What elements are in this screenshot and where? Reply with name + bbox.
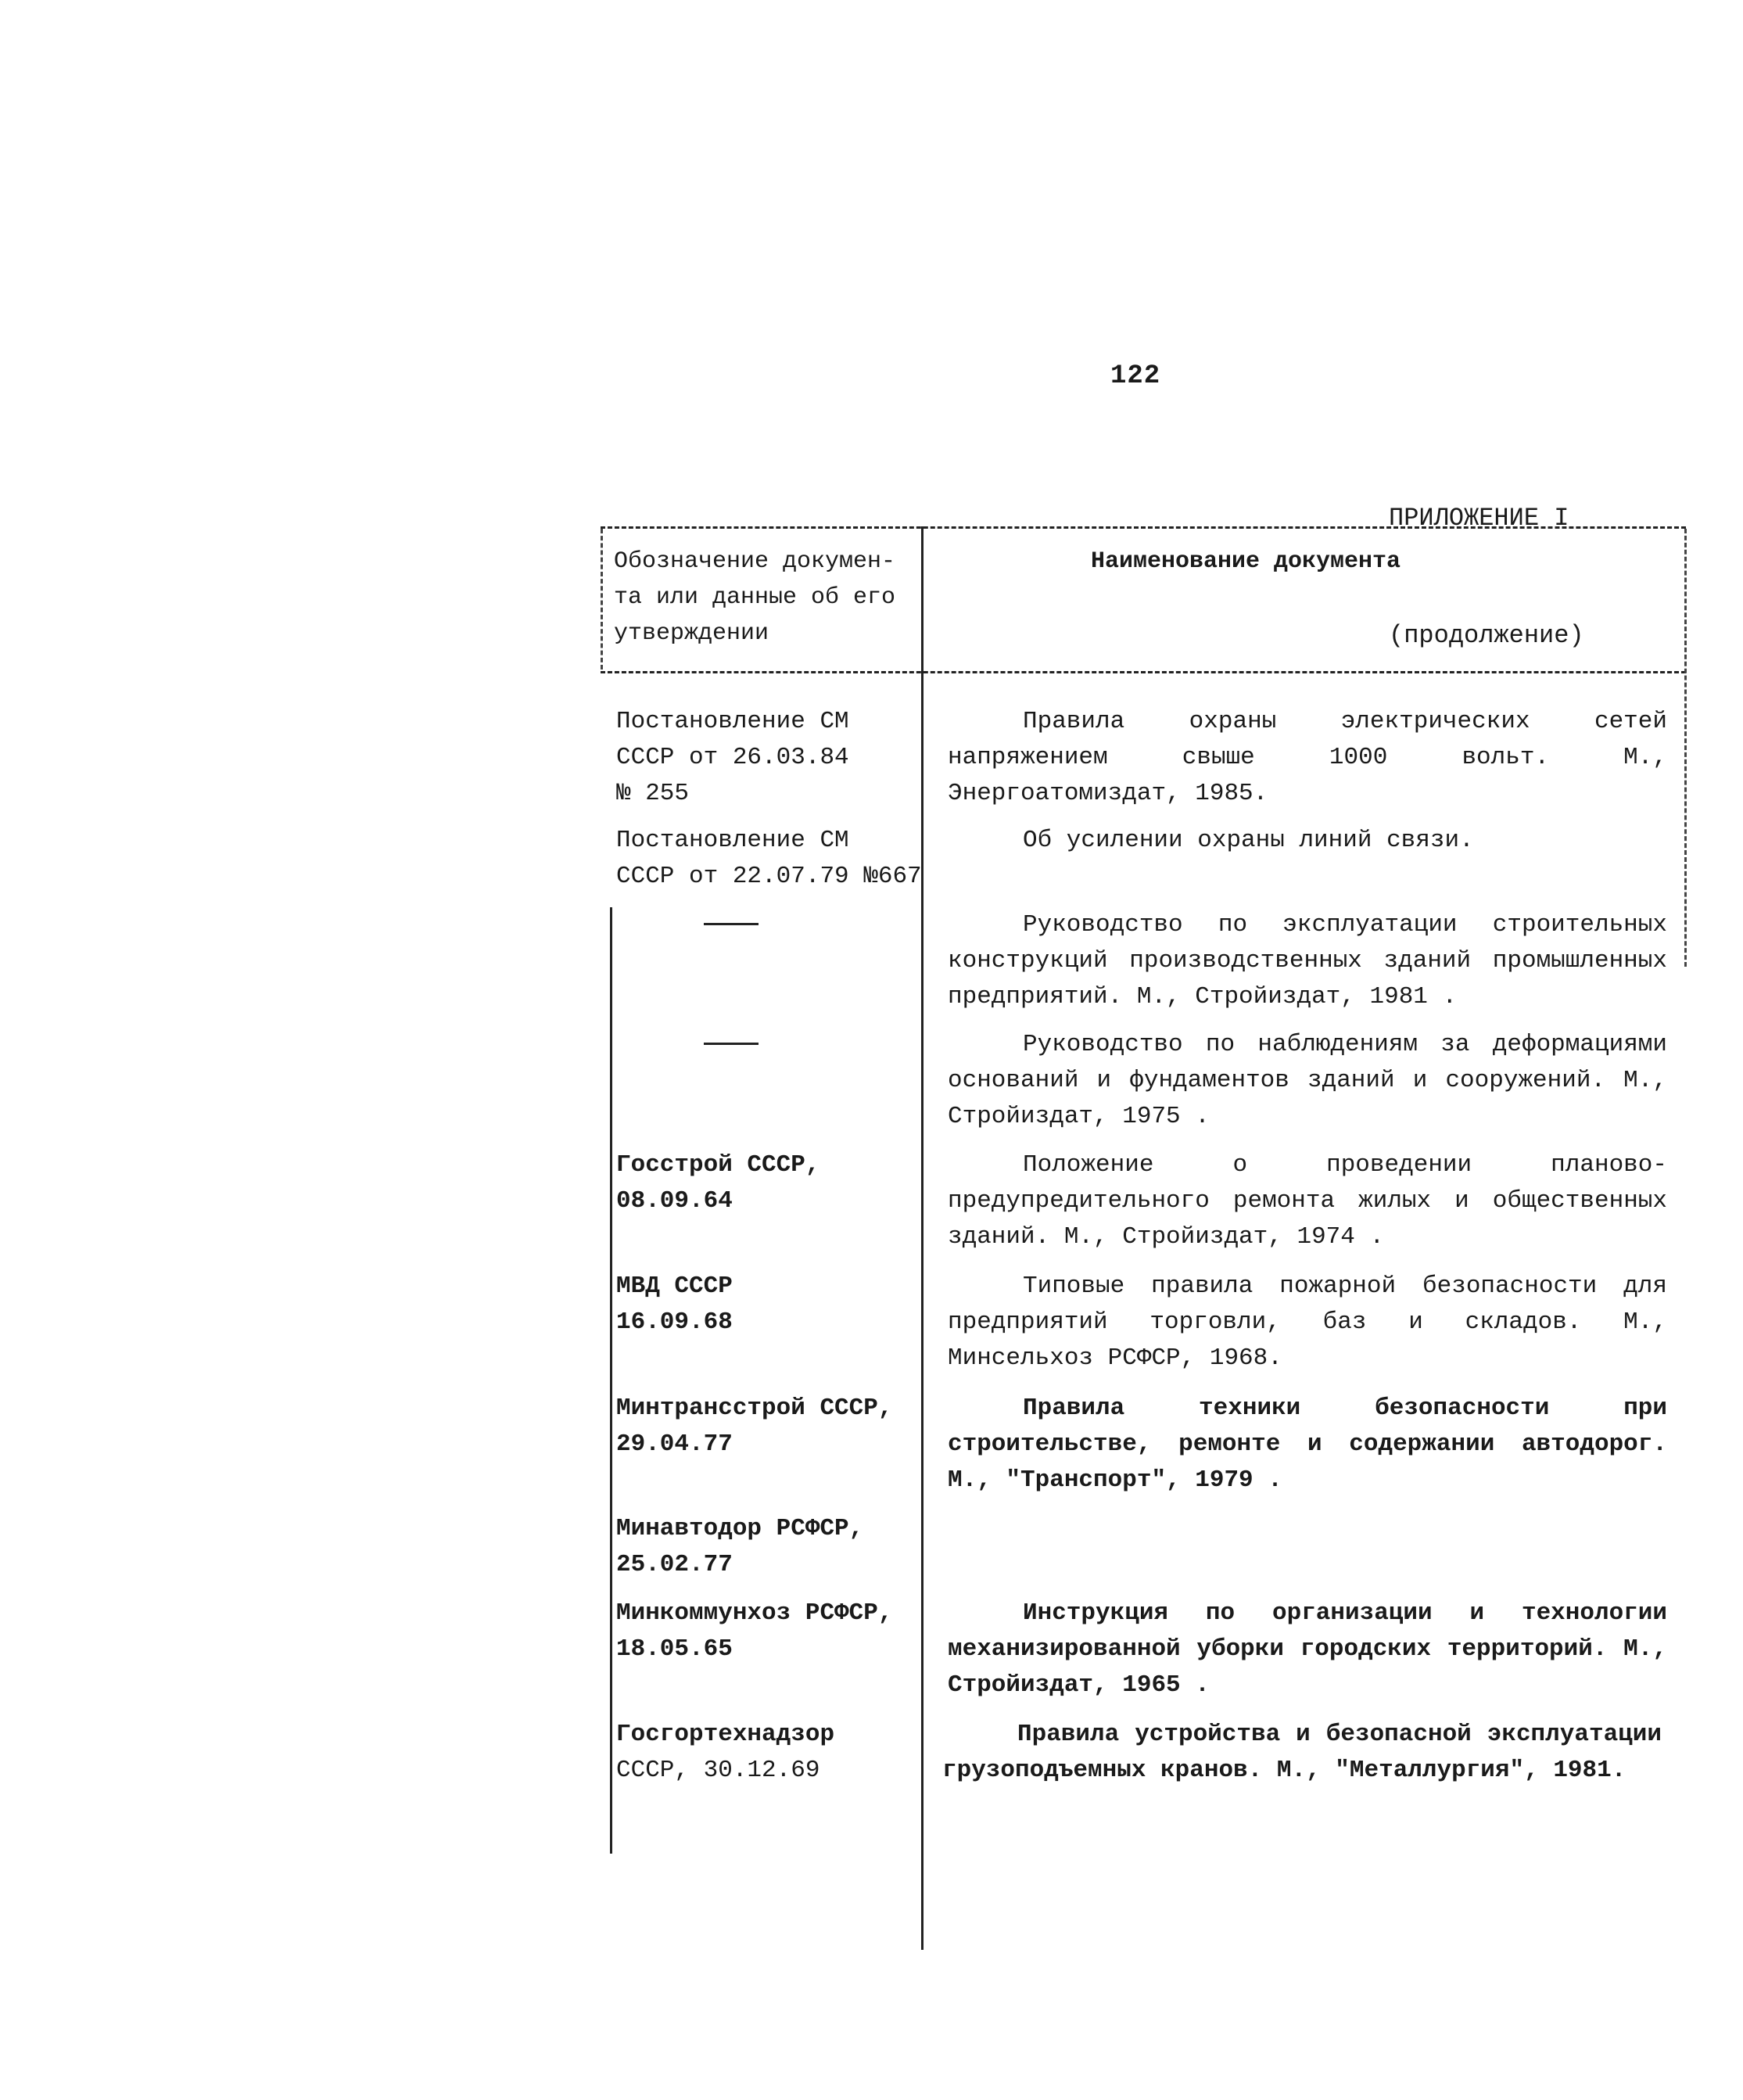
row-document-name: Правила охраны электрических сетей напряжением свыше 1000 вольт. М., Энергоатомиздат, 1985.: [948, 708, 1667, 807]
designation-line: Госгортехнадзор: [616, 1721, 835, 1748]
row-designation: [616, 1596, 929, 1667]
row-designation: [616, 1511, 929, 1583]
designation-line: 08.09.64: [616, 1187, 733, 1215]
appendix-heading: [1389, 421, 1584, 695]
row-document-name: Об усилении охраны линий связи.: [1023, 827, 1474, 854]
designation-dash: [704, 923, 759, 925]
designation-line: № 255: [616, 780, 690, 807]
row-designation: [616, 1147, 929, 1219]
designation-line: Постановление СМ: [616, 708, 849, 735]
header-left-line: та или данные об его: [614, 584, 896, 611]
designation-line: Постановление СМ: [616, 827, 849, 854]
designation-line: МВД СССР: [616, 1273, 733, 1300]
designation-line: 16.09.68: [616, 1308, 733, 1336]
row-designation: [616, 704, 929, 812]
designation-line: СССР от 22.07.79 №667: [616, 863, 922, 890]
row-document-name: Руководство по эксплуатации строительных конструкций производственных зданий промышленных предприятий. М., Стройиздат, 1981 .: [948, 911, 1667, 1011]
row-document-name: Положение о проведении планово-предупредительного ремонта жилых и общественных зданий. М., Стройиздат, 1974 .: [948, 1151, 1667, 1251]
row-designation: [616, 1717, 929, 1789]
row-document-name: Правила устройства и безопасной эксплуатации грузоподъемных кранов. М., "Металлургия", 1981.: [942, 1721, 1662, 1784]
header-left-line: утверждении: [614, 620, 769, 647]
header-right-cell: Наименование документа: [1091, 548, 1401, 575]
designation-line: 29.04.77: [616, 1431, 733, 1458]
appendix-subtitle: (продолжение): [1389, 621, 1584, 650]
row-document-name: Руководство по наблюдениям за деформациями оснований и фундаментов зданий и сооружений. М., Стройиздат, 1975 .: [948, 1031, 1667, 1130]
row-designation: [616, 1269, 929, 1341]
designation-line: СССР, 30.12.69: [616, 1757, 820, 1784]
designation-line: 18.05.65: [616, 1635, 733, 1663]
table-right-border: [1684, 529, 1687, 967]
table-left-border-body: [610, 907, 612, 1854]
designation-line: Минтрансстрой СССР,: [616, 1395, 893, 1422]
page-number: 122: [1110, 361, 1161, 391]
table-left-border-header: [601, 529, 603, 669]
row-document-name: Типовые правила пожарной безопасности для предприятий торговли, баз и складов. М., Минсельхоз РСФСР, 1968.: [948, 1273, 1667, 1372]
row-designation: [616, 823, 929, 895]
header-left-cell: [614, 544, 919, 652]
designation-line: СССР от 26.03.84: [616, 744, 849, 771]
designation-line: Госстрой СССР,: [616, 1151, 820, 1179]
header-left-line: Обозначение докумен-: [614, 548, 896, 575]
row-document-name: Правила техники безопасности при строительстве, ремонте и содержании автодорог. М., "Транспорт", 1979 .: [948, 1395, 1667, 1494]
table-header-rule: [601, 671, 1686, 673]
designation-line: 25.02.77: [616, 1551, 733, 1578]
designation-line: Минавтодор РСФСР,: [616, 1515, 864, 1542]
table-top-rule: [601, 526, 1686, 529]
appendix-title: ПРИЛОЖЕНИЕ I: [1389, 504, 1569, 533]
designation-dash: [704, 1043, 759, 1045]
row-document-name: Инструкция по организации и технологии механизированной уборки городских территорий. М., Стройиздат, 1965 .: [948, 1599, 1667, 1699]
row-designation: [616, 1391, 929, 1463]
designation-line: Минкоммунхоз РСФСР,: [616, 1599, 893, 1627]
